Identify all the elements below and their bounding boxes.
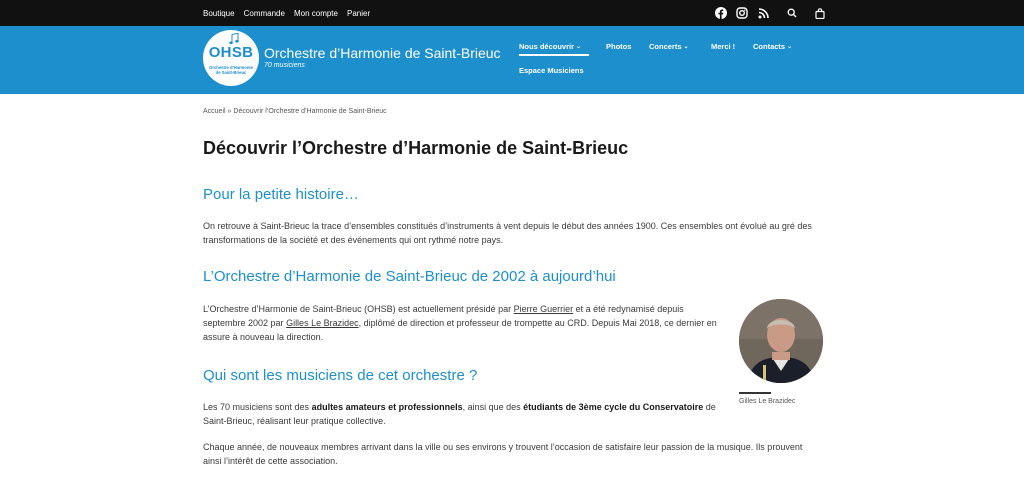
- nav-item-concerts[interactable]: [649, 42, 689, 51]
- nav-item-photos[interactable]: Photos: [606, 42, 632, 51]
- caption-divider: [739, 392, 771, 394]
- nav-item-label: Contacts: [753, 42, 786, 51]
- text-fragment: , ainsi que des: [462, 402, 524, 412]
- text-fragment: L’Orchestre d’Harmonie de Saint-Brieuc (OHSB) est actuellement présidé par: [203, 304, 514, 314]
- text-fragment: et a été redynamisé depuis septembre 2002 par: [203, 304, 684, 328]
- link-gilles-le-brazidec[interactable]: Gilles Le Brazidec: [286, 318, 359, 328]
- photo-caption: Gilles Le Brazidec: [739, 398, 796, 405]
- text-fragment: Les 70 musiciens sont des: [203, 402, 312, 412]
- top-link-boutique[interactable]: Boutique: [203, 8, 235, 18]
- musicians-paragraph: [203, 400, 728, 428]
- top-icons: [714, 4, 834, 22]
- bold-text: adultes amateurs et professionnels: [311, 402, 463, 412]
- top-link-mon-compte[interactable]: Mon compte: [293, 8, 338, 18]
- site-header: [0, 26, 1024, 94]
- site-title[interactable]: Orchestre d’Harmonie de Saint-Brieuc: [264, 45, 501, 61]
- chevron-down-icon: ⌄: [787, 44, 793, 50]
- section-heading-history: Pour la petite histoire…: [203, 186, 359, 203]
- cart-icon[interactable]: [813, 6, 827, 20]
- top-nav: [203, 0, 370, 26]
- nav-item-label: Concerts: [649, 42, 682, 51]
- nav-item-espace-musiciens[interactable]: Espace Musiciens: [519, 66, 584, 75]
- section-heading-musicians: Qui sont les musiciens de cet orchestre ?: [203, 367, 478, 384]
- section-heading-since-2002: L’Orchestre d’Harmonie de Saint-Brieuc de 2002 à aujourd’hui: [203, 268, 616, 285]
- nav-item-contacts[interactable]: [753, 42, 792, 51]
- breadcrumb-separator: »: [227, 108, 232, 115]
- bold-text: étudiants de 3ème cycle du Conservatoire: [523, 402, 704, 412]
- rss-icon[interactable]: [756, 6, 770, 20]
- nav-item-nous-decouvrir[interactable]: [519, 42, 581, 51]
- site-logo[interactable]: [203, 30, 259, 86]
- facebook-icon[interactable]: [714, 6, 728, 20]
- breadcrumb: [203, 108, 387, 115]
- instagram-icon[interactable]: [735, 6, 749, 20]
- logo-text: OHSB: [208, 44, 254, 61]
- text-fragment: de Saint-Brieuc, réalisant leur pratique collective.: [203, 402, 716, 426]
- nav-item-merci[interactable]: Merci !: [711, 42, 736, 51]
- site-tagline: 70 musiciens: [264, 62, 305, 69]
- logo-subtext: Orchestre d'Harmonie de Saint-Brieuc: [209, 65, 253, 75]
- page-title: Découvrir l’Orchestre d’Harmonie de Saint-Brieuc: [203, 138, 629, 158]
- history-paragraph: On retrouve à Saint-Brieuc la trace d’ensembles constitués d’instruments à vent depuis le début des années 1900. Ces ensembles ont évolué au gré des transformations de la société et des événements qui ont rythmé notre pays.: [203, 221, 812, 245]
- members-paragraph: Chaque année, de nouveaux membres arrivant dans la ville ou ses environs y trouvent l’occasion de satisfaire leur passion de la musique. Ils prouvent ainsi l’intérêt de cette association.: [203, 442, 803, 466]
- active-nav-underline: [519, 54, 589, 56]
- breadcrumb-current: Découvrir l’Orchestre d’Harmonie de Saint-Brieuc: [233, 108, 387, 115]
- nav-item-label: Nous découvrir: [519, 42, 575, 51]
- director-photo: [739, 299, 823, 383]
- breadcrumb-home[interactable]: Accueil: [203, 108, 226, 115]
- ohsb-paragraph: [203, 302, 728, 344]
- link-pierre-guerrier[interactable]: Pierre Guerrier: [513, 304, 574, 314]
- search-icon[interactable]: [785, 6, 799, 20]
- chevron-down-icon: ⌄: [576, 44, 582, 50]
- chevron-down-icon: ⌄: [683, 44, 689, 50]
- text-fragment: , diplômé de direction et professeur de trompette au CRD. Depuis Mai 2018, ce dernier en assure à nouveau la direction.: [203, 318, 717, 342]
- top-bar: [0, 0, 1024, 26]
- top-link-panier[interactable]: Panier: [346, 8, 371, 18]
- top-link-commande[interactable]: Commande: [243, 8, 285, 18]
